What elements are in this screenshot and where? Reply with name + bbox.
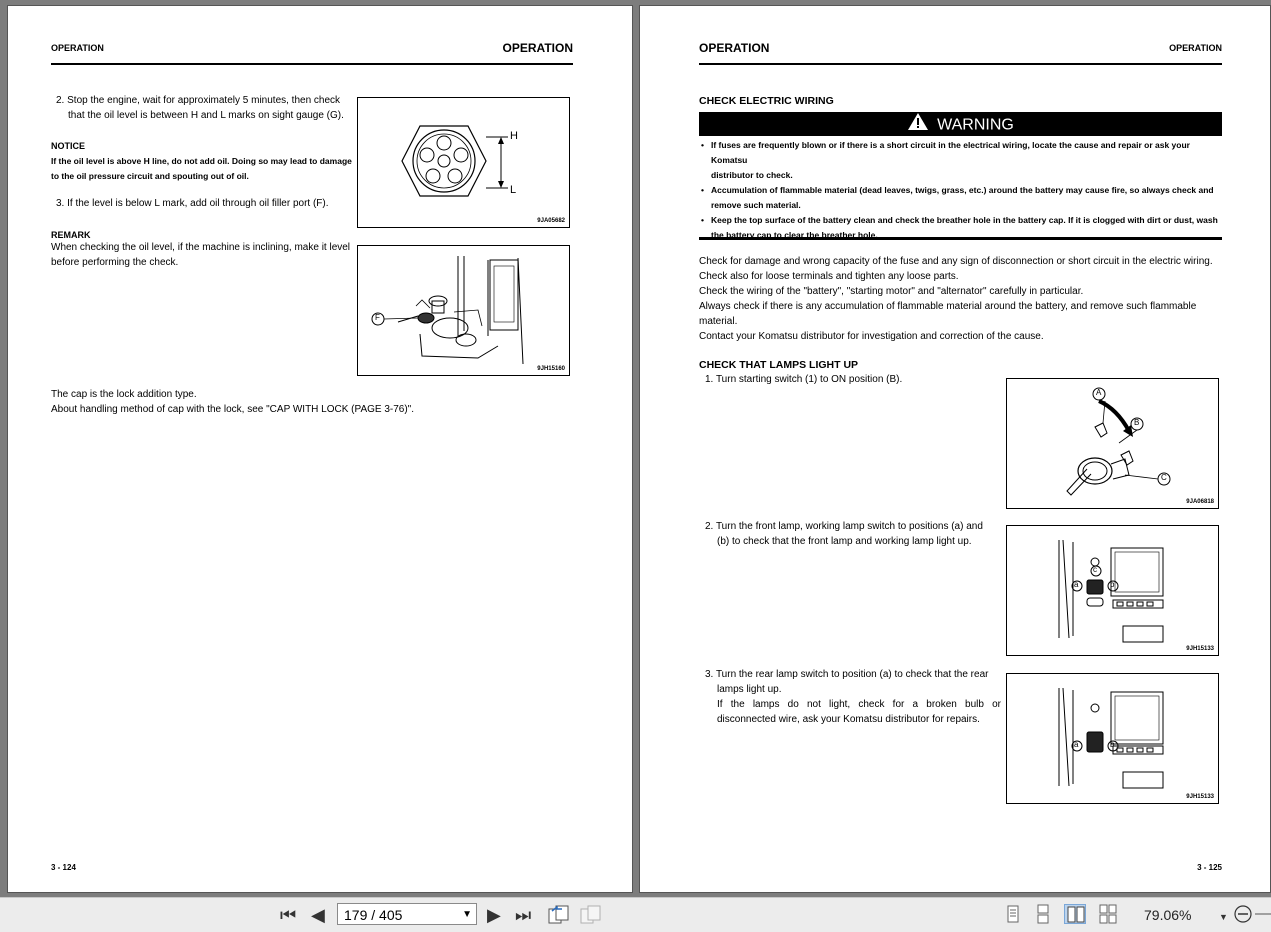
figure-code: 9JH15133 xyxy=(1186,794,1214,800)
position-b-label: b xyxy=(1110,740,1115,749)
next-view-icon[interactable] xyxy=(580,905,602,929)
lamp-step-2 xyxy=(705,519,983,549)
position-a-label: a xyxy=(1074,580,1079,589)
page-number: 3 - 124 xyxy=(51,863,76,872)
two-page-view-icon[interactable] xyxy=(1064,904,1086,924)
cap-line-1: The cap is the lock addition type. xyxy=(51,389,197,400)
notice-line-2: to the oil pressure circuit and spouting out of oil. xyxy=(51,171,249,181)
warning-item-line: • Accumulation of flammable material (dead leaves, twigs, grass, etc.) around the battery may cause fire, so always check and xyxy=(711,185,1214,195)
remark-text xyxy=(51,240,350,270)
figure-code: 9JH15160 xyxy=(537,366,565,372)
continuous-view-icon[interactable] xyxy=(1032,904,1054,924)
header-rule xyxy=(699,63,1222,65)
lamp-step-2-line: 2. Turn the front lamp, working lamp switch to positions (a) and xyxy=(705,521,983,532)
front-lamp-switch-figure xyxy=(1006,525,1219,656)
cap-lock-text xyxy=(51,387,414,417)
previous-page-icon[interactable]: ◀ xyxy=(311,905,325,925)
lamp-step-3-line: If the lamps do not light, check for a broken bulb or xyxy=(717,699,1001,710)
position-b-label: b xyxy=(1110,580,1115,589)
page-left xyxy=(8,6,632,892)
two-page-continuous-view-icon[interactable] xyxy=(1097,904,1119,924)
warning-item xyxy=(699,183,1224,213)
notice-title: NOTICE xyxy=(51,141,86,151)
sight-gauge-illustration xyxy=(358,98,569,227)
remark-title: REMARK xyxy=(51,230,91,240)
warning-item-line: • Keep the top surface of the battery clean and check the breather hole in the battery cap. If it is clogged with dirt or dust, wash xyxy=(711,215,1218,225)
step-2-text xyxy=(56,93,344,123)
starting-switch-figure xyxy=(1006,378,1219,509)
electric-wiring-body xyxy=(699,254,1224,344)
chevron-down-icon[interactable]: ▼ xyxy=(462,909,472,920)
last-page-icon[interactable]: ⏭ xyxy=(515,905,532,925)
sight-gauge-figure xyxy=(357,97,570,228)
page-number-value: 179 / 405 xyxy=(344,907,403,923)
zoom-dropdown-chevron-icon[interactable]: ▼ xyxy=(1219,912,1228,922)
rear-lamp-switch-figure xyxy=(1006,673,1219,804)
body-line: Always check if there is any accumulation of flammable material around the battery, and remove such flammable xyxy=(699,301,1197,312)
level-h-label: H xyxy=(510,130,518,142)
lamp-step-3 xyxy=(705,667,1001,727)
next-page-icon[interactable]: ▶ xyxy=(487,905,501,925)
running-header-left: OPERATION xyxy=(51,43,104,53)
lamp-step-3-line: lamps light up. xyxy=(717,684,782,695)
header-rule xyxy=(51,63,573,65)
warning-triangle-icon xyxy=(907,112,929,139)
rear-lamp-switch-illustration xyxy=(1007,674,1218,803)
body-line: Check the wiring of the "battery", "starting motor" and "alternator" carefully in particular. xyxy=(699,286,1084,297)
running-header-right: OPERATION xyxy=(1169,43,1222,53)
level-l-label: L xyxy=(510,184,517,196)
section-title-electric-wiring: CHECK ELECTRIC WIRING xyxy=(699,95,834,107)
position-a-label: A xyxy=(1096,388,1102,397)
lamp-step-2-line: (b) to check that the front lamp and working lamp light up. xyxy=(717,536,972,547)
warning-item-line: the battery cap to clear the breather hole. xyxy=(711,230,878,240)
running-header-left: OPERATION xyxy=(699,41,770,55)
running-header-right: OPERATION xyxy=(502,41,573,55)
oil-filler-figure xyxy=(357,245,570,376)
warning-bottom-rule xyxy=(699,237,1222,240)
oil-filler-illustration xyxy=(358,246,569,375)
figure-code: 9JA05682 xyxy=(537,218,565,224)
notice-line-1: If the oil level is above H line, do not add oil. Doing so may lead to damage xyxy=(51,156,352,166)
zoom-out-icon[interactable] xyxy=(1233,904,1253,928)
step-2-line-1: 2. Stop the engine, wait for approximately 5 minutes, then check xyxy=(56,95,341,106)
front-lamp-switch-illustration xyxy=(1007,526,1218,655)
position-c-label: C xyxy=(1161,473,1167,482)
step-2-line-2: that the oil level is between H and L marks on sight gauge (G). xyxy=(68,110,344,121)
position-b-label: B xyxy=(1134,418,1140,427)
body-line: Contact your Komatsu distributor for investigation and correction of the cause. xyxy=(699,331,1044,342)
warning-item xyxy=(699,138,1224,183)
lamp-step-3-line: 3. Turn the rear lamp switch to position (a) to check that the rear xyxy=(705,669,989,680)
viewer-toolbar xyxy=(0,897,1271,932)
body-line: material. xyxy=(699,316,738,327)
figure-code: 9JH15133 xyxy=(1186,646,1214,652)
warning-item-line: • If fuses are frequently blown or if there is a short circuit in the electrical wiring, locate the cause and repair or ask your Komatsu xyxy=(711,140,1190,165)
first-page-icon[interactable]: ⏮ xyxy=(280,905,297,925)
filler-port-f-label: F xyxy=(375,313,380,322)
starting-switch-illustration xyxy=(1007,379,1218,508)
cap-line-2: About handling method of cap with the lock, see "CAP WITH LOCK (PAGE 3-76)". xyxy=(51,404,415,415)
page-number: 3 - 125 xyxy=(1197,863,1222,872)
lamp-step-1: 1. Turn starting switch (1) to ON position (B). xyxy=(705,374,903,385)
body-line: Check also for loose terminals and tighten any loose parts. xyxy=(699,271,959,282)
lamp-step-3-line: disconnected wire, ask your Komatsu distributor for repairs. xyxy=(717,714,980,725)
section-title-lamps: CHECK THAT LAMPS LIGHT UP xyxy=(699,359,859,371)
figure-code: 9JA06818 xyxy=(1186,499,1214,505)
position-c-label: c xyxy=(1093,565,1097,574)
notice-text xyxy=(51,154,352,184)
zoom-level[interactable]: 79.06% xyxy=(1144,907,1192,923)
warning-list xyxy=(699,138,1224,243)
step-3-text: 3. If the level is below L mark, add oil through oil filler port (F). xyxy=(56,198,329,209)
page-number-field[interactable] xyxy=(337,903,477,925)
warning-item-line: remove such material. xyxy=(711,200,801,210)
remark-line-1: When checking the oil level, if the machine is inclining, make it level xyxy=(51,242,351,253)
warning-label: WARNING xyxy=(937,116,1014,134)
warning-item-line: distributor to check. xyxy=(711,170,793,180)
single-page-view-icon[interactable] xyxy=(1002,904,1024,924)
position-a-label: a xyxy=(1074,740,1079,749)
page-right xyxy=(640,6,1270,892)
warning-banner xyxy=(699,112,1222,136)
body-line: Check for damage and wrong capacity of the fuse and any sign of disconnection or short circuit in the electric wiring. xyxy=(699,256,1213,267)
previous-view-icon[interactable] xyxy=(548,905,570,929)
zoom-slider[interactable] xyxy=(1255,904,1271,928)
remark-line-2: before performing the check. xyxy=(51,257,179,268)
